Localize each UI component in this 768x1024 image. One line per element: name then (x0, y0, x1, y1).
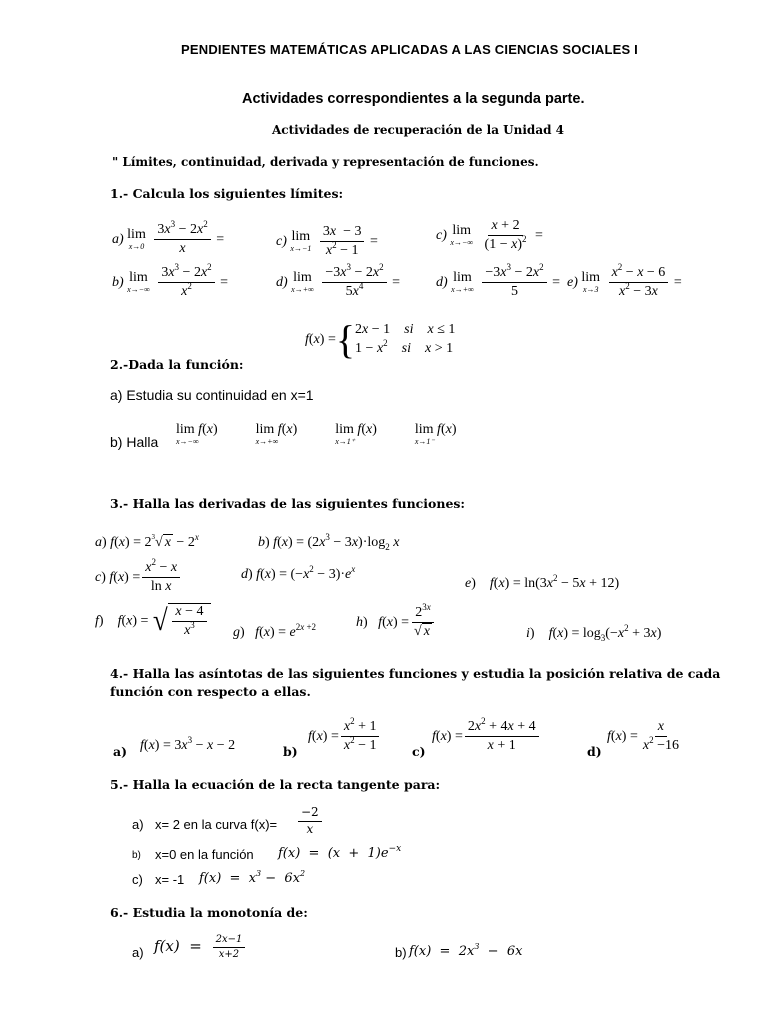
derivative-i: i) $f(x) = \log_3(-x^2 + 3x)$ (526, 623, 662, 643)
question-4-title-line2: función con respecto a ellas. (110, 684, 311, 699)
tangent-a-label: a) (132, 817, 144, 832)
derivative-a: a) $f(x) = 2^3√$ $x - 2^x$ (95, 532, 199, 550)
question-5-title: 5.- Halla la ecuación de la recta tangente para: (110, 777, 441, 792)
derivative-b: b) $f(x) = (2x^3 - 3x)\cdot\log_2$ x (258, 532, 400, 552)
monotony-a-label: a) (132, 945, 144, 960)
derivative-c: c) f(x) = $\frac{x^2 - x}{\text{ln x}}$ (95, 560, 182, 595)
question-1-title: 1.- Calcula los siguientes límites: (110, 186, 344, 201)
limit-d1: d) lim x→+∞ $\frac{-3x^3 - 2x^2}{5x^4}$ = (276, 262, 400, 300)
limit-a-label: a) (112, 231, 124, 247)
section-subtitle: Actividades correspondientes a la segunda parte. (242, 91, 585, 107)
tangent-b-label: b) (132, 850, 141, 861)
question-2b: b) Halla (110, 434, 159, 450)
limit-c1-label: c) (276, 233, 287, 249)
question-2a: a) Estudia su continuidad en x=1 (110, 387, 314, 403)
tangent-c-function: $f(x) = x^3 - 6x^2$ (199, 869, 306, 886)
tangent-b-text: x=0 en la función (155, 847, 254, 862)
limit-b-label: b) (112, 274, 124, 290)
limit-c2: c) lim x→−∞ $\frac{x + 2}{(1 - x)^2}$ = (436, 218, 543, 253)
monotony-a-function: f(x) = $\frac{2x-1}{x+2}$ (154, 934, 247, 960)
piecewise-function: f(x) ={ 2x − 1 si x ≤ 1 $1 - x^2$ si x > 1 (305, 317, 456, 362)
asymptote-b: f(x) = $\frac{x^2 + 1}{x^2 - 1}$ (308, 719, 381, 754)
monotony-b-function: $f(x) = 2x^3 - 6x$ (409, 942, 523, 959)
limit-b: b) lim x→−∞ $\frac{3x^3 - 2x^2}{x^2}$ = (112, 262, 229, 300)
limit-c1: c) lim x→−1 $\frac{3x - 3}{x^2 - 1}$ = (276, 224, 378, 259)
question-6-title: 6.- Estudia la monotonía de: (110, 905, 308, 920)
topic-title: " Límites, continuidad, derivada y representación de funciones. (112, 155, 539, 169)
limits-row: lim f(x) x→−∞ lim f(x) x→+∞ lim f(x) x→1⁺ lim f(x) x→1⁻ (176, 422, 457, 446)
derivative-h: h) f(x) = $\frac{2^{3x}}{√ x}$ (356, 605, 437, 640)
limit-a: a) lim x→0 $\frac{3x^3 - 2x^2}{x}$ = (112, 219, 225, 257)
asymptote-a: $f(x) = 3x^3 - x - 2$ (140, 735, 236, 753)
question-4-title-line1: 4.- Halla las asíntotas de las siguientes funciones y estudia la posición relativa de cada (110, 666, 721, 681)
asymptote-d: f(x) = $\frac{x}{x^2 -16}$ (607, 719, 679, 754)
asymptote-c-label: c) (412, 744, 426, 759)
asymptote-d-label: d) (587, 744, 602, 759)
derivative-d: d) $f(x) = (-x^2 - 3)\cdot e^x$ (241, 564, 356, 582)
asymptote-b-label: b) (283, 744, 298, 759)
limit-e-label: e) (567, 274, 578, 290)
monotony-b-label: b) (395, 945, 407, 960)
limit-d1-label: d) (276, 274, 288, 290)
limit-e: e) lim x→3 $\frac{x^2 - x - 6}{x^2 - 3x}$ = (567, 262, 682, 300)
tangent-c-text: x= -1 (155, 872, 185, 887)
tangent-a-fraction: $\frac{-2}{x}$ (296, 806, 324, 837)
question-2-title: 2.-Dada la función: (110, 357, 244, 372)
asymptote-a-label: a) (113, 744, 128, 759)
limit-c2-label: c) (436, 227, 447, 243)
limit-d2: d) lim x→+∞ $\frac{-3x^3 - 2x^2}{5}$ = (436, 262, 560, 300)
tangent-a-text: x= 2 en la curva f(x)= (155, 817, 278, 832)
asymptote-c: f(x) = $\frac{2x^2 + 4x + 4}{x + 1}$ (432, 719, 541, 754)
derivative-f: f) f(x) = √ $\frac{x - 4}{x^3}$ (95, 603, 211, 639)
derivative-g: g) $f(x) = e^{2x +2}$ (233, 622, 317, 640)
tangent-b-function: $f(x) = (x + 1)e^{-x}$ (278, 844, 402, 861)
document-header: PENDIENTES MATEMÁTICAS APLICADAS A LAS CIENCIAS SOCIALES I (181, 42, 638, 57)
question-3-title: 3.- Halla las derivadas de las siguientes funciones: (110, 496, 466, 511)
unit-title: Actividades de recuperación de la Unidad 4 (272, 123, 565, 137)
tangent-c-label: c) (132, 872, 143, 887)
limit-d2-label: d) (436, 274, 448, 290)
derivative-e: e) $f(x) = \ln(3x^2 - 5x + 12)$ (465, 573, 620, 591)
